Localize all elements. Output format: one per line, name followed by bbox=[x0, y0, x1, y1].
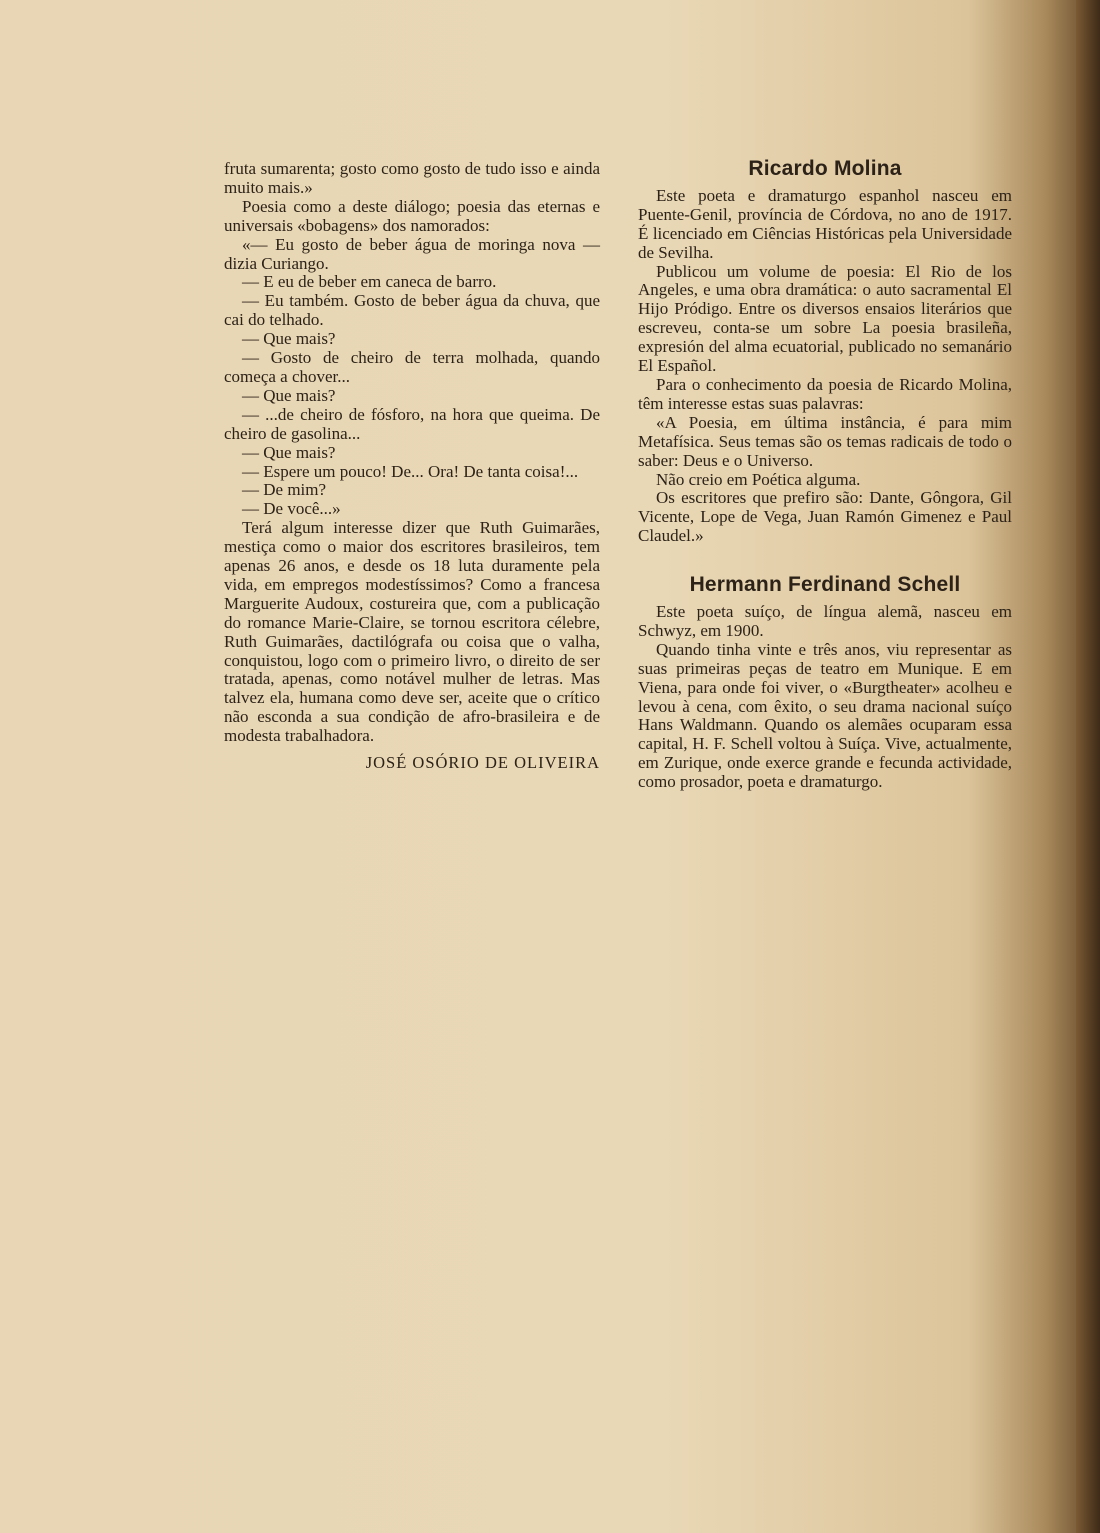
quote-paragraph: Os escritores que prefiro são: Dante, Gôngora, Gil Vicente, Lope de Vega, Juan Ramón Gimenez e Paul Claudel.» bbox=[638, 488, 1012, 546]
dialogue-line: — Que mais? bbox=[242, 442, 336, 462]
paragraph: Este poeta suíço, de língua alemã, nasceu em Schwyz, em 1900. bbox=[638, 602, 1012, 640]
dialogue-line: — Que mais? bbox=[242, 329, 336, 349]
dialogue-line: — Gosto de cheiro de terra molhada, quando começa a chover... bbox=[224, 348, 600, 386]
dialogue-line: «— Eu gosto de beber água de moringa nova — dizia Curiango. bbox=[224, 234, 600, 273]
section-title-hermann-schell: Hermann Ferdinand Schell bbox=[689, 573, 961, 597]
author-signature: JOSÉ OSÓRIO DE OLIVEIRA bbox=[365, 753, 600, 773]
paragraph: Publicou um volume de poesia: El Rio de los Angeles, e uma obra dramática: o auto sacramental El Hijo Pródigo. Entre os diversos ensaios literários que escreveu, conta-se um sobre La poesia brasileña, expresión del alma ecuatorial, publicado no semanário El Español. bbox=[638, 261, 1012, 376]
paragraph: Quando tinha vinte e três anos, viu representar as suas primeiras peças de teatro em Munique. E em Viena, para onde foi viver, o «Burgtheater» acolheu e levou à cena, com êxito, o seu drama nacional suíço Hans Waldmann. Quando os alemães ocuparam essa capital, H. F. Schell voltou à Suíça. Vive, actualmente, em Zurique, onde exerce grande e fecunda actividade, como prosador, poeta e dramaturgo. bbox=[638, 639, 1012, 792]
dialogue-line: — De mim? bbox=[242, 480, 327, 500]
dialogue-line: — ...de cheiro de fósforo, na hora que queima. De cheiro de gasolina... bbox=[224, 404, 600, 443]
paragraph: Terá algum interesse dizer que Ruth Guimarães, mestiça como o maior dos escritores brasileiros, tem apenas 26 anos, e desde os 18 luta duramente pela vida, em empregos modestíssimos? Como a francesa Marguerite Audoux, costureira que, com a publicação do romance Marie-Claire, se tornou escritora célebre, Ruth Guimarães, dactilógrafa ou coisa que o valha, conquistou, logo com o primeiro livro, o direito de ser tratada, apenas, como notável mulher de letras. Mas talvez ela, humana como deve ser, aceite que o crítico não esconda a sua condição de afro-brasileira e de modesta trabalhadora. bbox=[224, 518, 600, 746]
left-column bbox=[224, 160, 600, 773]
right-column bbox=[638, 157, 1012, 792]
dialogue-line: — Eu também. Gosto de beber água da chuva, que cai do telhado. bbox=[224, 291, 600, 330]
dialogue-line: — E eu de beber em caneca de barro. bbox=[242, 272, 497, 292]
dialogue-line: — De você...» bbox=[242, 499, 341, 519]
dialogue-line: — Que mais? bbox=[242, 385, 336, 405]
paragraph: Poesia como a deste diálogo; poesia das eternas e universais «bobagens» dos namorados: bbox=[224, 196, 600, 235]
paragraph: fruta sumarenta; gosto como gosto de tudo isso e ainda muito mais.» bbox=[224, 159, 600, 197]
section-title-ricardo-molina: Ricardo Molina bbox=[748, 157, 902, 180]
quote-paragraph: «A Poesia, em última instância, é para mim Metafísica. Seus temas são os temas radicais de todo o saber: Deus e o Universo. bbox=[638, 412, 1012, 470]
quote-paragraph: Não creio em Poética alguma. bbox=[656, 469, 861, 489]
book-spine-shadow bbox=[1076, 0, 1100, 1533]
paragraph: Para o conhecimento da poesia de Ricardo Molina, têm interesse estas suas palavras: bbox=[638, 374, 1012, 413]
paragraph: Este poeta e dramaturgo espanhol nasceu em Puente-Genil, província de Córdova, no ano de 1917. É licenciado em Ciências Históricas pela Universidade de Sevilha. bbox=[638, 185, 1012, 262]
dialogue-line: — Espere um pouco! De... Ora! De tanta coisa!... bbox=[242, 461, 579, 481]
